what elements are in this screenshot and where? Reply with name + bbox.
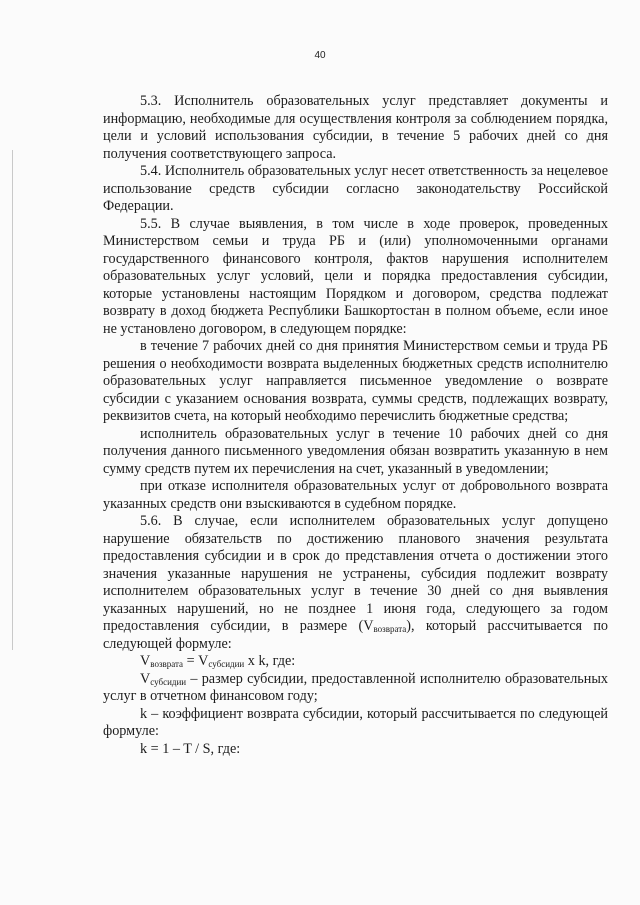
formula-sub-return: возврата bbox=[150, 659, 184, 669]
formula-rest: x k, где: bbox=[244, 653, 296, 669]
formula-k: k = 1 – T / S, где: bbox=[140, 740, 241, 757]
scan-margin-line bbox=[12, 150, 13, 650]
v-return-subscript: возврата bbox=[373, 624, 407, 634]
definition-v-subsidy bbox=[103, 671, 608, 706]
formula-v-return bbox=[103, 653, 608, 671]
def-v-sub: субсидии bbox=[150, 676, 187, 687]
formula-sub-subsidy: субсидии bbox=[208, 659, 245, 669]
document-body bbox=[103, 93, 608, 758]
paragraph-5-6-tail: ), который рассчитывается по следующей формуле: bbox=[103, 618, 609, 652]
paragraph-5-3: 5.3. Исполнитель образовательных услуг представляет документы и информацию, необходимые для осуществления контроля за соблюдением порядка, цели и условий использования субсидии, в течение 5 рабочих дней со дня получения соответствующего запроса. bbox=[103, 93, 608, 162]
paragraph-5-5-step-3: при отказе исполнителя образовательных услуг от добровольного возврата указанных средств они взыскиваются в судебном порядке. bbox=[103, 478, 608, 512]
formula-eq: = V bbox=[183, 653, 209, 669]
def-v-text: – размер субсидии, предоставленной исполнителю образовательных услуг в отчетном финансовом году; bbox=[103, 670, 608, 704]
formula-v: V bbox=[140, 653, 151, 669]
page-number: 40 bbox=[314, 50, 326, 61]
definition-k: k – коэффициент возврата субсидии, который рассчитывается по следующей формуле: bbox=[103, 705, 608, 739]
paragraph-5-6-text: 5.6. В случае, если исполнителем образовательных услуг допущено нарушение обязательств по достижению планового значения результата предоставления субсидии и в срок до представления отчета о достижении этого значения указанные нарушения не устранены, субсидия подлежит возврату исполнителем образовательных услуг в течение 30 дней со дня выявления указанных нарушений, но не позднее 1 июня года, следующего за годом предоставления субсидии, в размере (V bbox=[103, 513, 608, 634]
paragraph-5-5-step-1: в течение 7 рабочих дней со дня принятия Министерством семьи и труда РБ решения о необходимости возврата выделенных бюджетных средств исполнителю образовательных услуг направляется письменное уведомление о возврате субсидии с указанием основания возврата, суммы средств, подлежащих возврату, реквизитов счета, на который необходимо перечислить бюджетные средства; bbox=[103, 338, 608, 424]
paragraph-5-4: 5.4. Исполнитель образовательных услуг несет ответственность за нецелевое использование средств субсидии согласно законодательству Российской Федерации. bbox=[103, 163, 608, 214]
paragraph-5-6 bbox=[103, 513, 608, 653]
paragraph-5-5: 5.5. В случае выявления, в том числе в ходе проверок, проведенных Министерством семьи и труда РБ и (или) уполномоченными органами государственного финансового контроля, фактов нарушения исполнителем образовательных услуг условий, цели и порядка предоставления субсидии, которые установлены настоящим Порядком и договором, средства подлежат возврату в доход бюджета Республики Башкортостан в полном объеме, если иное не установлено договором, в следующем порядке: bbox=[103, 215, 608, 337]
def-v: V bbox=[140, 670, 151, 687]
paragraph-5-5-step-2: исполнитель образовательных услуг в течение 10 рабочих дней со дня получения данного письменного уведомления обязан возвратить указанную в нем сумму средств путем их перечисления на счет, указанный в уведомлении; bbox=[103, 425, 608, 477]
